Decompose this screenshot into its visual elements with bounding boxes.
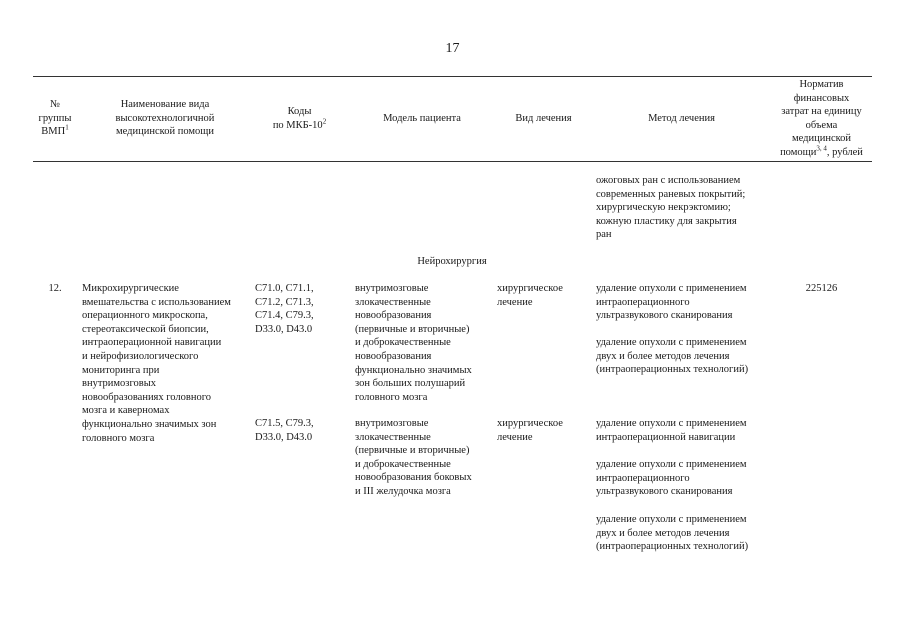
- subrow-2-method-3: удаление опухоли с применением двух и более методов лечения (интраоперационных технологий): [596, 514, 749, 553]
- continued-method-text: ожоговых ран с использованием современных раневых покрытий; хирургическую некрэктомию; кожную пластику для закрытия ран: [596, 175, 746, 241]
- subrow-2-treatment-type: хирургическое лечение: [497, 418, 563, 443]
- subrow-2-codes: C71.5, C79.3, D33.0, D43.0: [255, 418, 314, 443]
- page-number: 17: [445, 41, 460, 56]
- table-top-rule: [33, 76, 872, 77]
- subrow-2-method-2: удаление опухоли с применением интраоперационного ультразвукового сканирования: [596, 459, 747, 498]
- subrow-2-method-1: удаление опухоли с применением интраоперационной навигации: [596, 418, 747, 443]
- subrow-1-patient-model: внутримозговые злокачественные новообразования (первичные и вторичные) и доброкачественные новообразования функционально значимых зон больших полушарий головного мозга: [355, 283, 472, 403]
- header-cost-standard: Норматив финансовых затрат на единицу объема медицинской помощи$^{3, 4}$, рублей: [780, 79, 863, 158]
- header-group-number: № группы ВМП$^1$: [38, 99, 72, 138]
- subrow-1-codes: C71.0, C71.1, C71.2, C71.3, C71.4, C79.3, D33.0, D43.0: [255, 283, 314, 335]
- header-treatment-method: Метод лечения: [648, 113, 715, 124]
- row-number: 12.: [48, 283, 62, 294]
- subrow-1-method-2: удаление опухоли с применением двух и более методов лечения (интраоперационных технологий): [596, 337, 749, 376]
- header-treatment-type: Вид лечения: [515, 113, 572, 124]
- header-bottom-rule: [33, 161, 872, 162]
- row-cost: 225126: [805, 283, 838, 294]
- header-care-name: Наименование вида высокотехнологичной медицинской помощи: [115, 99, 215, 138]
- section-title: Нейрохирургия: [417, 256, 487, 267]
- header-icd-codes: Коды по МКБ-$10^2$: [272, 106, 327, 131]
- subrow-1-method-1: удаление опухоли с применением интраоперационного ультразвукового сканирования: [596, 283, 747, 322]
- subrow-1-treatment-type: хирургическое лечение: [497, 283, 563, 308]
- subrow-2-patient-model: внутримозговые злокачественные (первичные и вторичные) и доброкачественные новообразования боковых и III желудочка мозга: [355, 418, 472, 497]
- row-care-name: Микрохирургические вмешательства с использованием операционного микроскопа, стереотаксической биопсии, интраоперационной навигации и нейрофизиологического мониторинга при внутримозговых новообразованиях головного мозга и каверномах функционально значимых зон головного мозга: [82, 283, 231, 444]
- header-patient-model: Модель пациента: [383, 113, 461, 124]
